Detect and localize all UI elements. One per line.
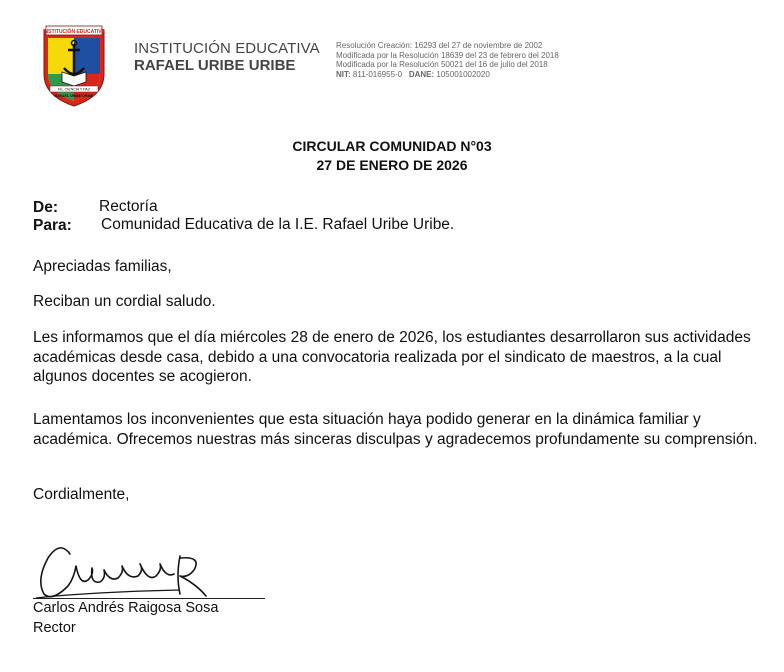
paragraph-1: Les informamos que el día miércoles 28 de enero de 2026, los estudiantes desarrollaron sus actividades académicas desde casa, debido a una convocatoria realizada por el sindicato de maestros, a la cual algunos docentes se acogieron.	[33, 329, 751, 385]
circular-title: CIRCULAR COMUNIDAD N°03	[292, 138, 492, 154]
paragraph-2: Lamentamos los inconvenientes que esta situación haya podido generar en la dinámica familiar y académica. Ofrecemos nuestras más sinceras disculpas y agradecemos profundamente su comprensión.	[33, 411, 758, 448]
institution-name	[134, 40, 320, 74]
closing: Cordialmente,	[33, 486, 130, 503]
institution-line2: RAFAEL URIBE URIBE	[134, 57, 296, 74]
institution-line1: INSTITUCIÓN EDUCATIVA	[134, 40, 320, 57]
greeting: Apreciadas familias,	[33, 258, 172, 275]
from-value: Rectoría	[99, 198, 158, 215]
resolution-block	[336, 41, 756, 79]
signer-role: Rector	[33, 620, 76, 636]
signature-line	[33, 598, 265, 599]
circular-date: 27 DE ENERO DE 2026	[316, 157, 468, 173]
school-crest-logo	[40, 24, 108, 108]
crest-bottom-text: RAFAEL URIBE URIBE	[54, 94, 94, 98]
to-label: Para:	[33, 217, 72, 234]
resolution-line-2: Modificada por la Resolución 18639 del 23 de febrero del 2018	[336, 50, 559, 60]
nit-label: NIT:	[336, 69, 351, 79]
nit-dane-line	[336, 70, 756, 80]
nit-value: 811-016955-0	[352, 69, 403, 79]
resolution-line-3: Modificada por la Resolución 50021 del 16 de julio del 2018	[336, 60, 548, 69]
dane-label: DANE:	[408, 69, 435, 79]
crest-top-text: INSTITUCIÓN EDUCATIVA	[43, 29, 105, 35]
to-value: Comunidad Educativa de la I.E. Rafael Uribe Uribe.	[101, 216, 455, 233]
signer-name: Carlos Andrés Raigosa Sosa	[33, 600, 219, 616]
salutation: Reciban un cordial saludo.	[33, 293, 216, 310]
resolution-line-1: Resolución Creación: 16293 del 27 de noviembre de 2002	[336, 41, 543, 50]
from-label: De:	[33, 199, 58, 216]
dane-value: 105001002020	[436, 69, 490, 79]
crest-motto: FE, CIENCIA Y PAZ	[58, 87, 90, 92]
